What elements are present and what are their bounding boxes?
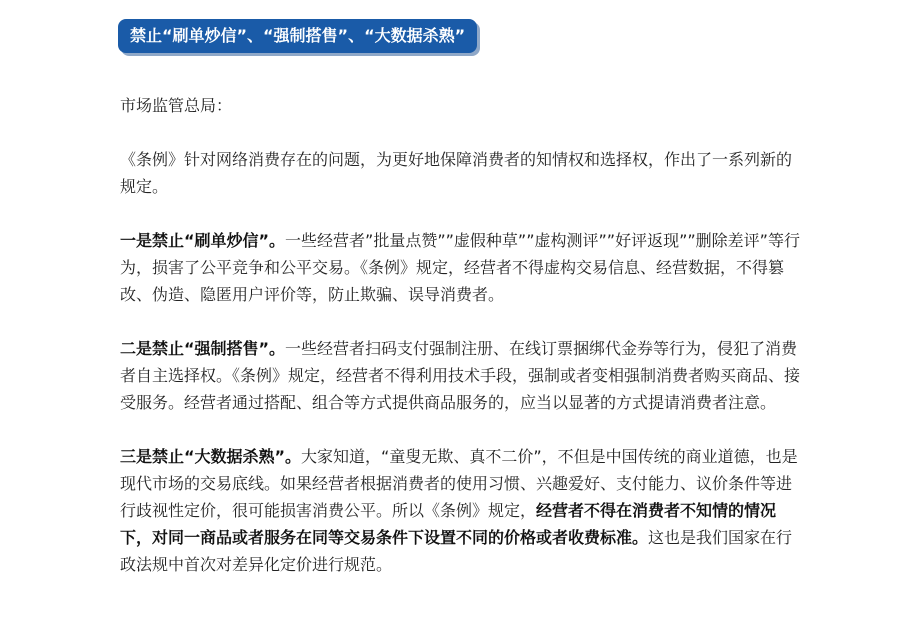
item-3-text: 大家知道，“童叟无欺、真不二价”，不但是中国传统的商业道德，也是现代市场的交易底线。如果经营者根据消费者的使用习惯、兴趣爱好、支付能力、议价条件等进行歧视性定价，很可能损害消费公平。所以《条例》规定， — [120, 447, 798, 520]
item-3-tail: 这也是我们国家在行政法规中首次对差异化定价进行规范。 — [120, 528, 793, 574]
item-1-heading: 一是禁止“刷单炒信”。 — [120, 231, 286, 250]
article-body — [120, 92, 800, 578]
item-3-bold-text: 经营者不得在消费者不知情的情况下，对同一商品或者服务在同等交易条件下设置不同的价格或者收费标准。 — [120, 501, 777, 547]
article-source: 市场监管总局： — [120, 96, 233, 115]
item-3-heading: 三是禁止“大数据杀熟”。 — [120, 447, 302, 466]
item-2-paragraph — [120, 335, 800, 416]
item-2-heading: 二是禁止“强制搭售”。 — [120, 339, 286, 358]
item-1-text: 一些经营者”批量点赞””虚假种草””虚构测评””好评返现””删除差评”等行为，损害了公平竞争和公平交易。《条例》规定，经营者不得虚构交易信息、经营数据，不得篡改、伪造、隐匿用户评价等，防止欺骗、误导消费者。 — [120, 231, 800, 304]
item-2-text: 一些经营者扫码支付强制注册、在线订票捆绑代金券等行为，侵犯了消费者自主选择权。《条例》规定，经营者不得利用技术手段，强制或者变相强制消费者购买商品、接受服务。经营者通过搭配、组合等方式提供商品服务的，应当以显著的方式提请消费者注意。 — [120, 339, 801, 412]
item-1-paragraph — [120, 227, 800, 308]
article-intro: 《条例》针对网络消费存在的问题，为更好地保障消费者的知情权和选择权，作出了一系列新的规定。 — [120, 150, 793, 196]
item-3-paragraph — [120, 443, 800, 578]
section-title-badge: 禁止“刷单炒信”、“强制搭售”、“大数据杀熟” — [118, 19, 477, 53]
